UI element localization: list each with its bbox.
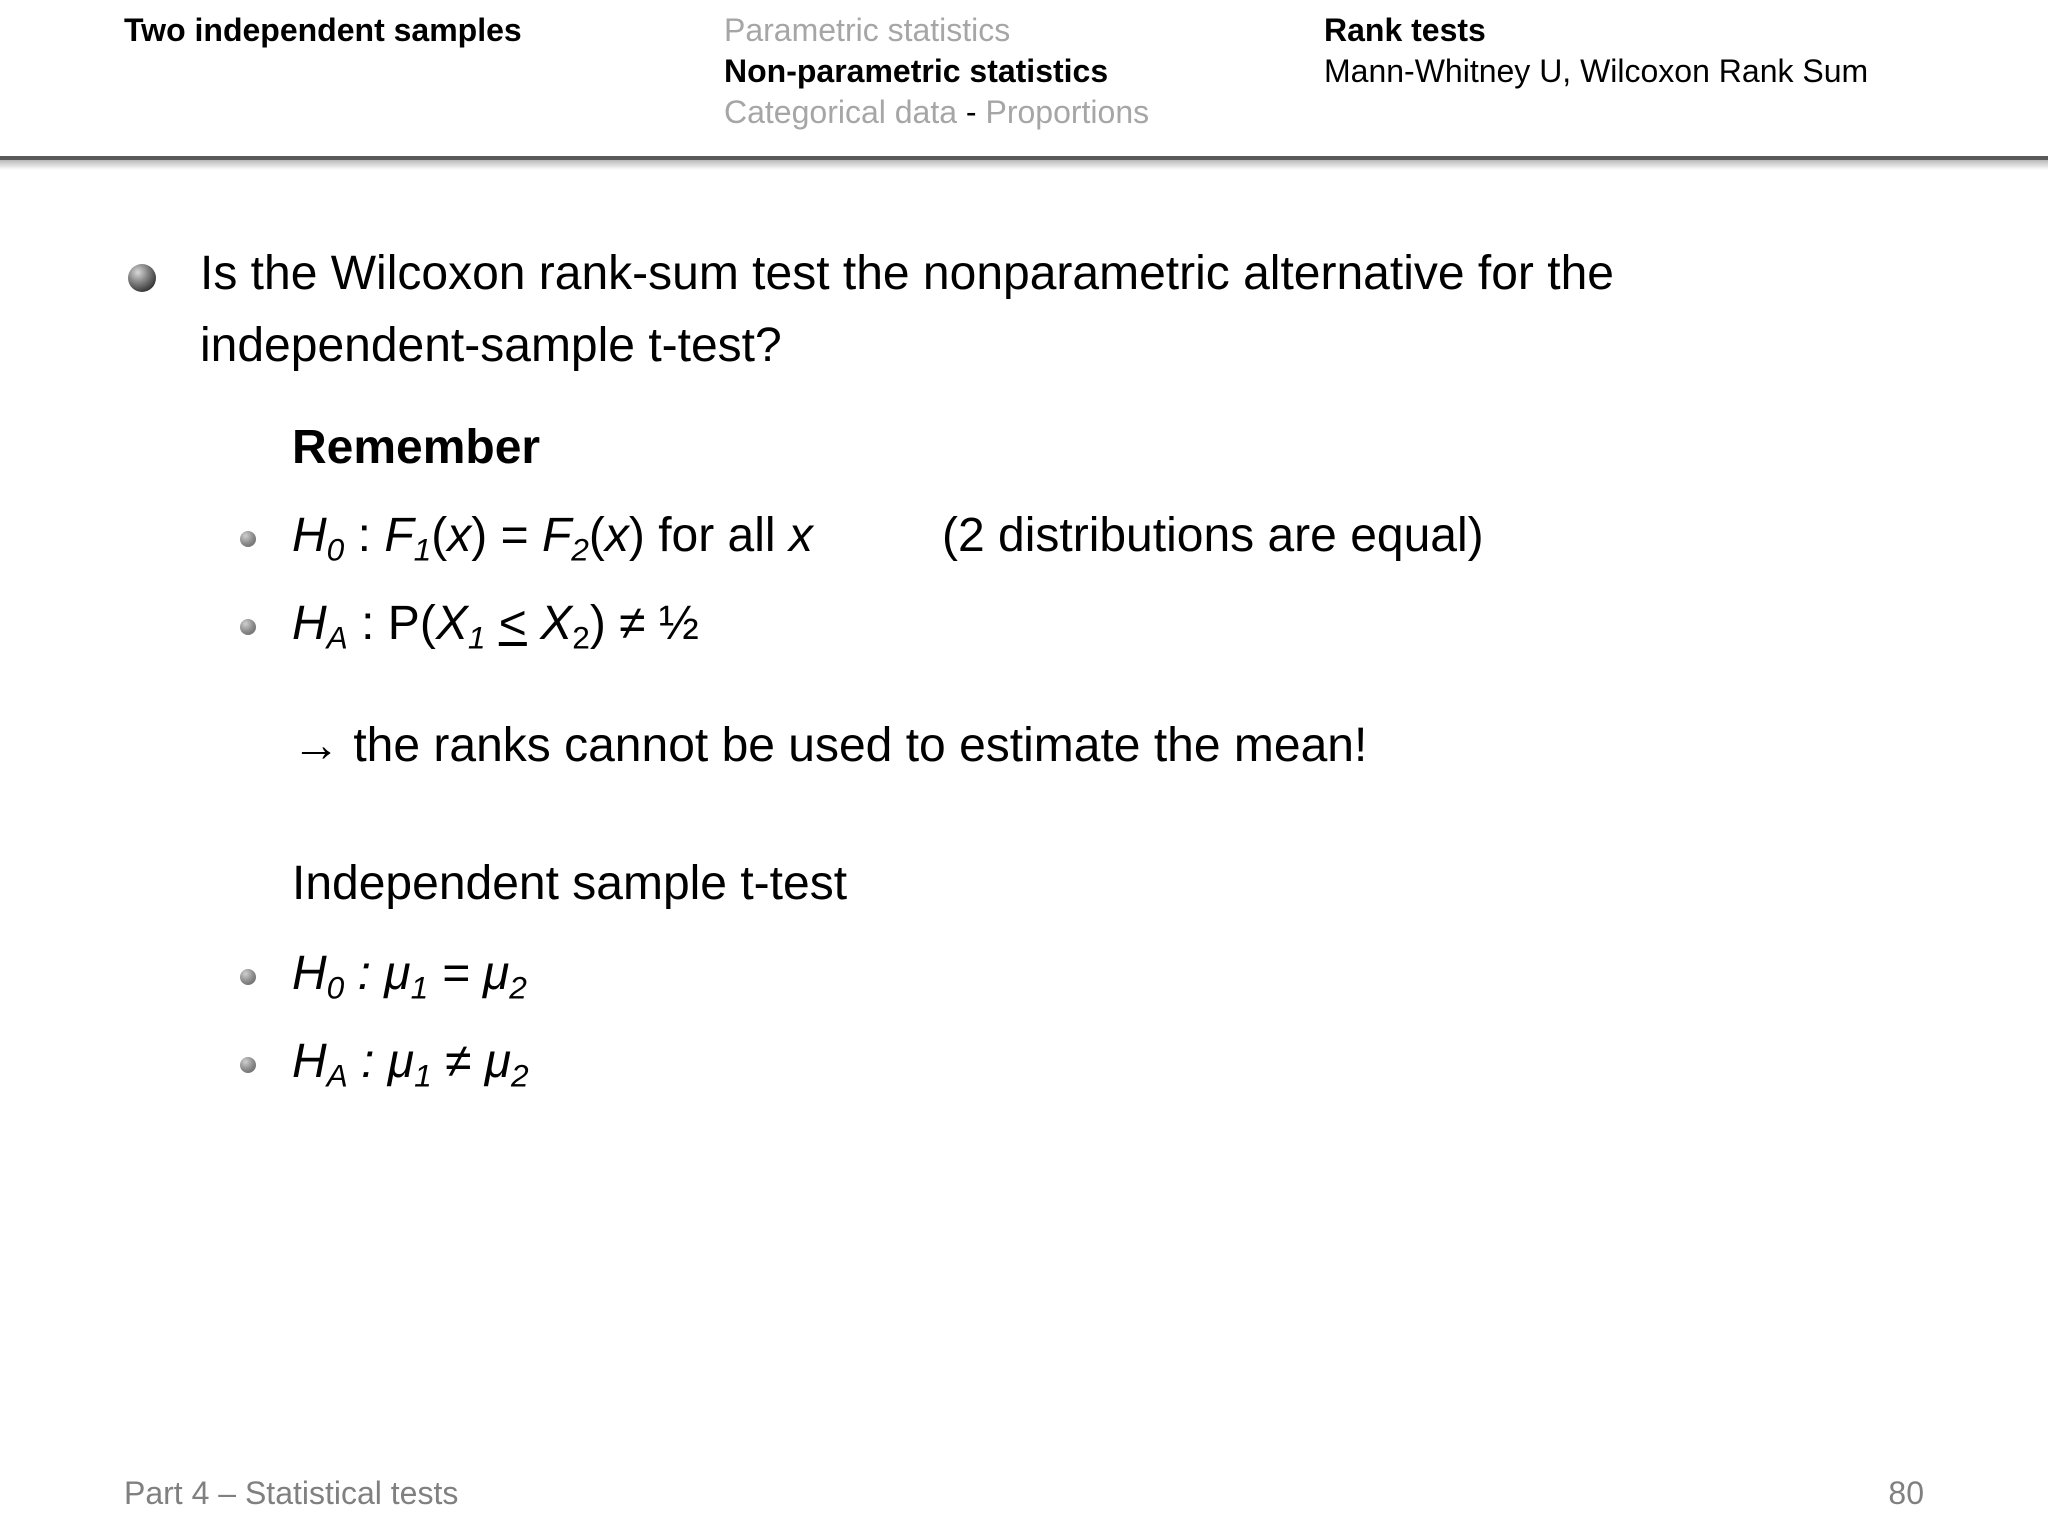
- slide-header: [0, 0, 2048, 156]
- header-shadow: [0, 160, 2048, 170]
- test-names: Mann-Whitney U, Wilcoxon Rank Sum: [1324, 53, 1869, 89]
- conclusion-text: → the ranks cannot be used to estimate the mean!: [292, 719, 1368, 772]
- bullet-icon: [240, 619, 256, 635]
- test-group-title: Rank tests: [1324, 12, 1486, 48]
- h0-note: (2 distributions are equal): [942, 509, 1484, 562]
- bullet-icon: [240, 969, 256, 985]
- topic-separator: -: [957, 94, 986, 130]
- main-question: Is the Wilcoxon rank-sum test the nonparametric alternative for the independent-sample t-test?: [200, 247, 1614, 372]
- h0-distribution-hypothesis: $H_0$ : $F_1(x) = F_2(x)$ for all x: [292, 509, 813, 568]
- header-topic-nav: [724, 10, 1149, 133]
- topic-categorical-row: [724, 92, 1149, 133]
- ha-mean-hypothesis: $H_A$ : $\mu_1 \ne \mu_2$: [292, 1035, 529, 1094]
- ttest-heading: Independent sample t-test: [292, 857, 848, 910]
- topic-categorical: Categorical data: [724, 94, 958, 130]
- topic-parametric: Parametric statistics: [724, 12, 1011, 48]
- bullet-icon: [240, 531, 256, 547]
- header-section-title: Two independent samples: [124, 12, 522, 48]
- topic-proportions: Proportions: [985, 94, 1150, 130]
- header-test-info: [1324, 10, 1868, 92]
- ha-distribution-hypothesis: $H_A$ : $P(X_1 < X_2)$ ≠ ½: [292, 597, 699, 656]
- h0-mean-hypothesis: $H_0$ : $\mu_1 = \mu_2$: [292, 947, 527, 1006]
- page-number: 80: [1888, 1475, 1924, 1511]
- footer-part-label: Part 4 – Statistical tests: [124, 1475, 459, 1511]
- main-bullet-icon: [128, 264, 156, 292]
- remember-heading: Remember: [292, 421, 541, 474]
- bullet-icon: [240, 1057, 256, 1073]
- topic-nonparametric: Non-parametric statistics: [724, 53, 1109, 89]
